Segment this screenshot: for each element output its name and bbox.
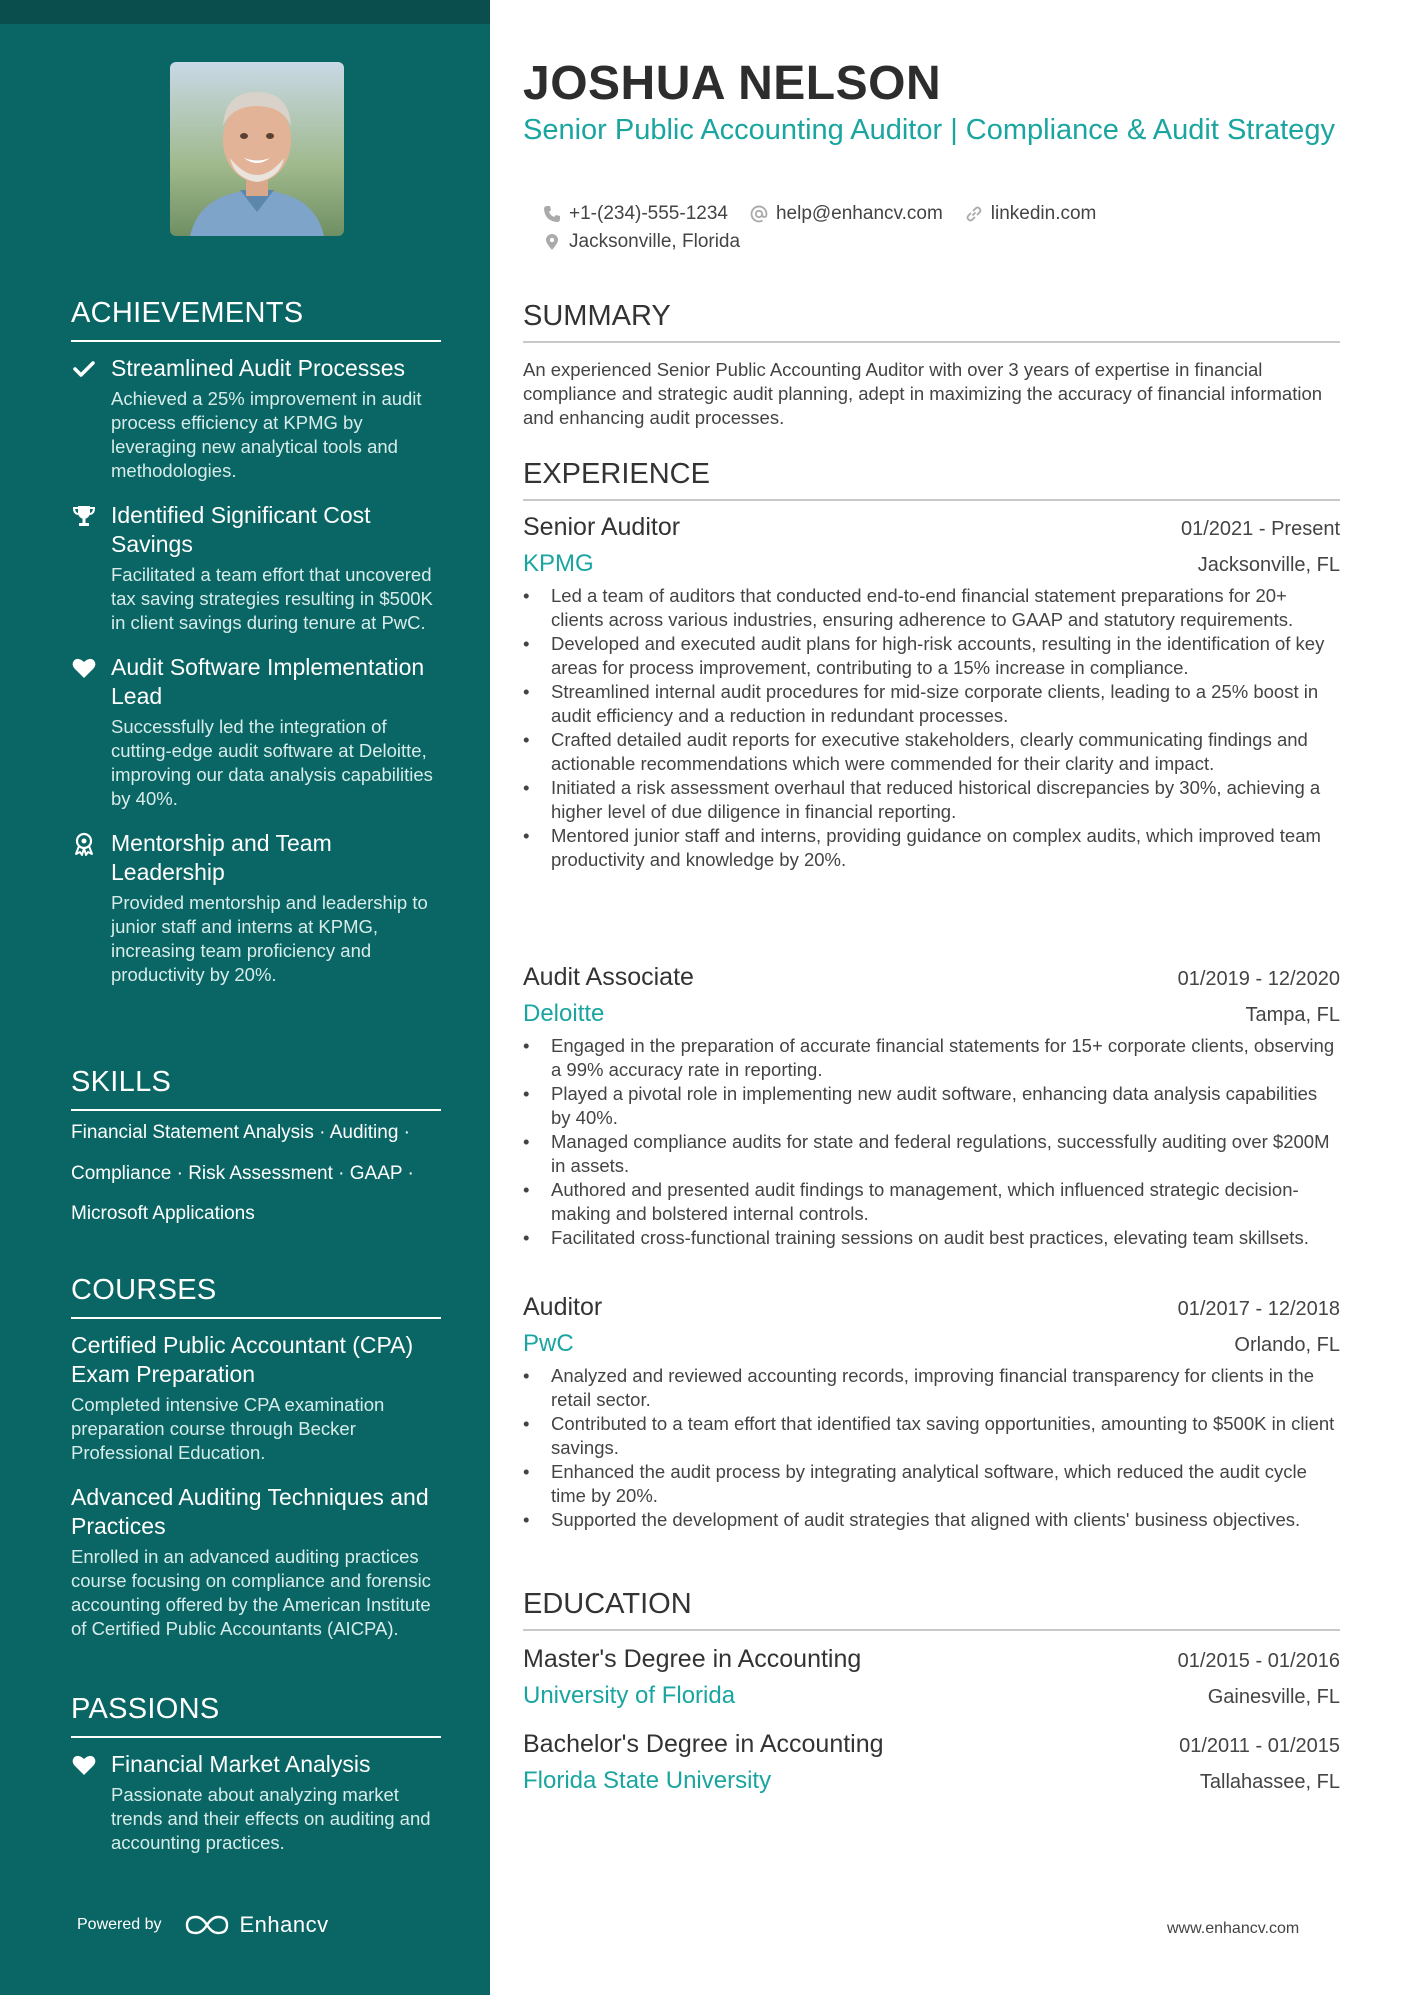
achievement-item bbox=[71, 354, 441, 483]
achievement-item bbox=[71, 653, 441, 811]
achievements-section bbox=[71, 297, 441, 1005]
education-date: 01/2015 - 01/2016 bbox=[1177, 1650, 1340, 1672]
job-date: 01/2019 - 12/2020 bbox=[1177, 968, 1340, 990]
job-location: Tampa, FL bbox=[1245, 1004, 1340, 1026]
experience-title: EXPERIENCE bbox=[523, 458, 1340, 501]
profile-photo bbox=[170, 62, 344, 236]
achievement-title: Streamlined Audit Processes bbox=[111, 355, 406, 381]
education-degree: Bachelor's Degree in Accounting bbox=[523, 1730, 884, 1758]
email-text: help@enhancv.com bbox=[775, 203, 943, 224]
location-text: Jacksonville, Florida bbox=[569, 231, 741, 252]
job-date: 01/2017 - 12/2018 bbox=[1177, 1298, 1340, 1320]
education-location: Tallahassee, FL bbox=[1199, 1771, 1340, 1793]
heart-icon bbox=[71, 1752, 97, 1778]
course-desc: Completed intensive CPA examination preparation course through Becker Professional Education. bbox=[71, 1394, 385, 1463]
job-bullet: • Mentored junior staff and interns, providing guidance on complex audits, which improved team productivity and knowledge by 20%. bbox=[523, 824, 1340, 872]
location-contact bbox=[543, 231, 740, 253]
skills-line: Microsoft Applications bbox=[71, 1203, 255, 1224]
summary-title: SUMMARY bbox=[523, 300, 1340, 343]
achievement-title: Identified Significant Cost Savings bbox=[111, 502, 371, 557]
skills-list bbox=[71, 1113, 441, 1235]
linkedin-text: linkedin.com bbox=[990, 203, 1097, 224]
job-date: 01/2021 - Present bbox=[1181, 518, 1340, 540]
email-contact[interactable] bbox=[750, 203, 943, 225]
experience-item bbox=[523, 963, 1340, 1250]
skills-section bbox=[71, 1066, 441, 1235]
location-pin-icon bbox=[543, 233, 561, 251]
course-title: Advanced Auditing Techniques and Practices bbox=[71, 1484, 429, 1539]
summary-text: An experienced Senior Public Accounting Auditor with over 3 years of expertise in financial compliance and strategic audit planning, adept in maximizing the accuracy of financial information and enhancing audit processes. bbox=[523, 359, 1323, 428]
job-company: PwC bbox=[523, 1330, 574, 1357]
job-location: Orlando, FL bbox=[1234, 1334, 1340, 1356]
course-item bbox=[71, 1483, 441, 1641]
job-bullets bbox=[523, 1034, 1340, 1250]
achievement-desc: Provided mentorship and leadership to junior staff and interns at KPMG, increasing team proficiency and productivity by 20%. bbox=[111, 892, 428, 985]
education-school: Florida State University bbox=[523, 1767, 772, 1794]
skills-title: SKILLS bbox=[71, 1066, 441, 1111]
job-bullet: • Facilitated cross-functional training sessions on audit best practices, elevating team skillsets. bbox=[523, 1226, 1340, 1250]
skills-line: Compliance · Risk Assessment · GAAP · bbox=[71, 1162, 414, 1184]
passion-title: Financial Market Analysis bbox=[111, 1751, 371, 1777]
job-bullet: • Managed compliance audits for state and federal regulations, successfully auditing over $200M in assets. bbox=[523, 1130, 1340, 1178]
contact-info bbox=[543, 200, 1096, 256]
job-role: Audit Associate bbox=[523, 963, 694, 991]
job-bullet: • Enhanced the audit process by integrating analytical software, which reduced the audit cycle time by 20%. bbox=[523, 1460, 1340, 1508]
job-role: Auditor bbox=[523, 1293, 603, 1321]
trophy-icon bbox=[71, 503, 97, 529]
job-bullet: • Contributed to a team effort that identified tax saving opportunities, amounting to $500K in client savings. bbox=[523, 1412, 1340, 1460]
education-school: University of Florida bbox=[523, 1682, 736, 1709]
enhancv-logo-icon bbox=[184, 1913, 230, 1937]
achievement-title: Mentorship and Team Leadership bbox=[111, 830, 332, 885]
check-icon bbox=[71, 356, 97, 382]
link-icon bbox=[965, 205, 983, 223]
job-bullet: • Initiated a risk assessment overhaul that reduced historical discrepancies by 30%, achieving a higher level of due diligence in financial reporting. bbox=[523, 776, 1340, 824]
job-bullet: • Supported the development of audit strategies that aligned with clients' business objectives. bbox=[523, 1508, 1340, 1532]
achievement-desc: Successfully led the integration of cutting-edge audit software at Deloitte, improving our data analysis capabilities by 40%. bbox=[111, 716, 433, 809]
job-bullet: • Led a team of auditors that conducted end-to-end financial statement preparations for 20+ clients across various industries, ensuring adherence to GAAP and statutory requirements. bbox=[523, 584, 1340, 632]
brand-name: Enhancv bbox=[239, 1912, 329, 1937]
experience-item bbox=[523, 513, 1340, 872]
candidate-name: JOSHUA NELSON bbox=[523, 57, 942, 110]
powered-by-label: Powered by bbox=[77, 1916, 162, 1933]
phone-contact[interactable] bbox=[543, 203, 728, 225]
passion-desc: Passionate about analyzing market trends and their effects on auditing and accounting practices. bbox=[111, 1784, 431, 1853]
heart-icon bbox=[71, 655, 97, 681]
job-bullet: • Streamlined internal audit procedures for mid-size corporate clients, leading to a 25% boost in audit efficiency and a reduction in redundant processes. bbox=[523, 680, 1340, 728]
footer-url[interactable]: www.enhancv.com bbox=[1167, 1920, 1300, 1937]
passions-section bbox=[71, 1693, 441, 1873]
achievement-title: Audit Software Implementation Lead bbox=[111, 654, 425, 709]
education-date: 01/2011 - 01/2015 bbox=[1179, 1735, 1340, 1757]
achievement-item bbox=[71, 829, 441, 987]
course-title: Certified Public Accountant (CPA) Exam Preparation bbox=[71, 1332, 414, 1387]
sidebar bbox=[0, 0, 490, 1995]
course-item bbox=[71, 1331, 441, 1465]
phone-icon bbox=[543, 205, 561, 223]
job-company: Deloitte bbox=[523, 1000, 605, 1027]
sidebar-top-band bbox=[0, 0, 490, 24]
phone-text: +1-(234)-555-1234 bbox=[569, 203, 728, 224]
job-bullets bbox=[523, 1364, 1340, 1532]
experience-item bbox=[523, 1293, 1340, 1532]
achievement-desc: Facilitated a team effort that uncovered tax saving strategies resulting in $500K in client savings during tenure at PwC. bbox=[111, 564, 433, 633]
job-bullet: • Engaged in the preparation of accurate financial statements for 15+ corporate clients, observing a 99% accuracy rate in reporting. bbox=[523, 1034, 1340, 1082]
job-bullet: • Crafted detailed audit reports for executive stakeholders, clearly communicating findings and actionable recommendations which were commended for their clarity and impact. bbox=[523, 728, 1340, 776]
courses-section bbox=[71, 1274, 441, 1659]
courses-title: COURSES bbox=[71, 1274, 441, 1319]
job-role: Senior Auditor bbox=[523, 513, 681, 541]
passion-item bbox=[71, 1750, 441, 1855]
job-bullet: • Authored and presented audit findings to management, which influenced strategic decision-making and bolstered internal controls. bbox=[523, 1178, 1340, 1226]
achievement-item bbox=[71, 501, 441, 635]
education-degree: Master's Degree in Accounting bbox=[523, 1645, 862, 1673]
powered-by bbox=[77, 1912, 329, 1938]
award-ribbon-icon bbox=[71, 831, 97, 857]
brand-logo[interactable] bbox=[184, 1912, 329, 1938]
at-icon bbox=[750, 205, 768, 223]
job-bullet: • Played a pivotal role in implementing new audit software, enhancing data analysis capabilities by 40%. bbox=[523, 1082, 1340, 1130]
achievements-title: ACHIEVEMENTS bbox=[71, 297, 441, 342]
achievement-desc: Achieved a 25% improvement in audit process efficiency at KPMG by leveraging new analytical tools and methodologies. bbox=[111, 388, 422, 481]
education-title: EDUCATION bbox=[523, 1588, 1340, 1631]
candidate-headline: Senior Public Accounting Auditor | Compliance & Audit Strategy bbox=[523, 114, 1335, 146]
job-bullets bbox=[523, 584, 1340, 872]
job-bullet: • Developed and executed audit plans for high-risk accounts, resulting in the identification of key areas for process improvement, contributing to a 15% increase in compliance. bbox=[523, 632, 1340, 680]
job-bullet: • Analyzed and reviewed accounting records, improving financial transparency for clients in the retail sector. bbox=[523, 1364, 1340, 1412]
linkedin-contact[interactable] bbox=[965, 203, 1097, 225]
job-location: Jacksonville, FL bbox=[1197, 554, 1340, 576]
passions-title: PASSIONS bbox=[71, 1693, 441, 1738]
job-company: KPMG bbox=[523, 550, 594, 577]
education-item bbox=[523, 1645, 1340, 1710]
course-desc: Enrolled in an advanced auditing practices course focusing on compliance and forensic accounting offered by the American Institute of Certified Public Accountants (AICPA). bbox=[71, 1546, 431, 1639]
education-item bbox=[523, 1730, 1340, 1795]
education-location: Gainesville, FL bbox=[1207, 1686, 1340, 1708]
skills-line: Financial Statement Analysis · Auditing · bbox=[71, 1122, 411, 1143]
